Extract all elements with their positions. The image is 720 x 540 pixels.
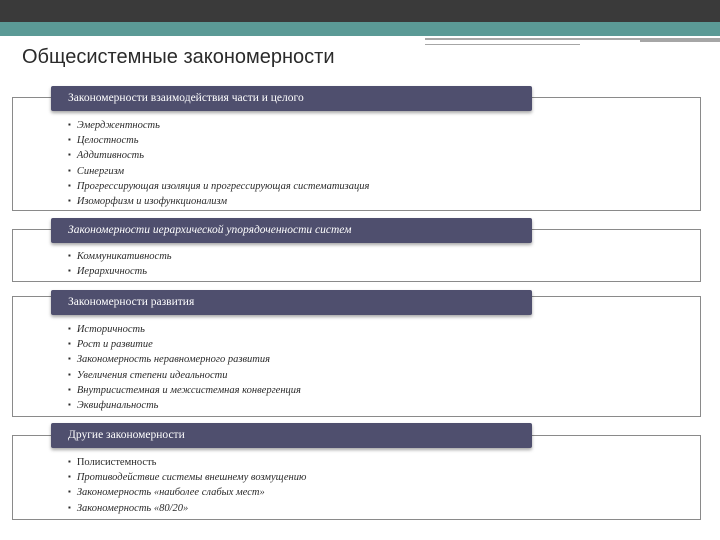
- section-header: Другие закономерности: [51, 423, 532, 448]
- list-item: ▪ Противодействие системы внешнему возмущению: [68, 470, 306, 485]
- list-item: ▪ Полисистемность: [68, 455, 306, 470]
- list-item: ▪ Целостность: [68, 133, 369, 148]
- list-item: ▪ Историчность: [68, 322, 301, 337]
- list-item: ▪ Синергизм: [68, 164, 369, 179]
- section-header: Закономерности развития: [51, 290, 532, 315]
- section-header: Закономерности взаимодействия части и целого: [51, 86, 532, 111]
- decorative-line: [425, 44, 580, 45]
- list-item: ▪ Коммуникативность: [68, 249, 172, 264]
- list-item: ▪ Рост и развитие: [68, 337, 301, 352]
- list-item: ▪ Иерархичность: [68, 264, 172, 279]
- top-teal-band: [0, 22, 720, 36]
- list-item: ▪ Эмерджентность: [68, 118, 369, 133]
- list-item: ▪ Закономерность «80/20»: [68, 501, 306, 516]
- section-header: Закономерности иерархической упорядоченности систем: [51, 218, 532, 243]
- list-item: ▪ Эквифинальность: [68, 398, 301, 413]
- section-list: [68, 249, 172, 279]
- list-item: ▪ Аддитивность: [68, 148, 369, 163]
- section-list: [68, 455, 306, 516]
- list-item: ▪ Внутрисистемная и межсистемная конвергенция: [68, 383, 301, 398]
- list-item: ▪ Увеличения степени идеальности: [68, 368, 301, 383]
- list-item: ▪ Прогрессирующая изоляция и прогрессирующая систематизация: [68, 179, 369, 194]
- list-item: ▪ Закономерность «наиболее слабых мест»: [68, 485, 306, 500]
- list-item: ▪ Изоморфизм и изофункционализм: [68, 194, 369, 209]
- section-list: [68, 118, 369, 209]
- top-dark-band: [0, 0, 720, 22]
- section-list: [68, 322, 301, 413]
- decorative-line: [640, 40, 720, 42]
- list-item: ▪ Закономерность неравномерного развития: [68, 352, 301, 367]
- slide-title: Общесистемные закономерности: [22, 46, 335, 68]
